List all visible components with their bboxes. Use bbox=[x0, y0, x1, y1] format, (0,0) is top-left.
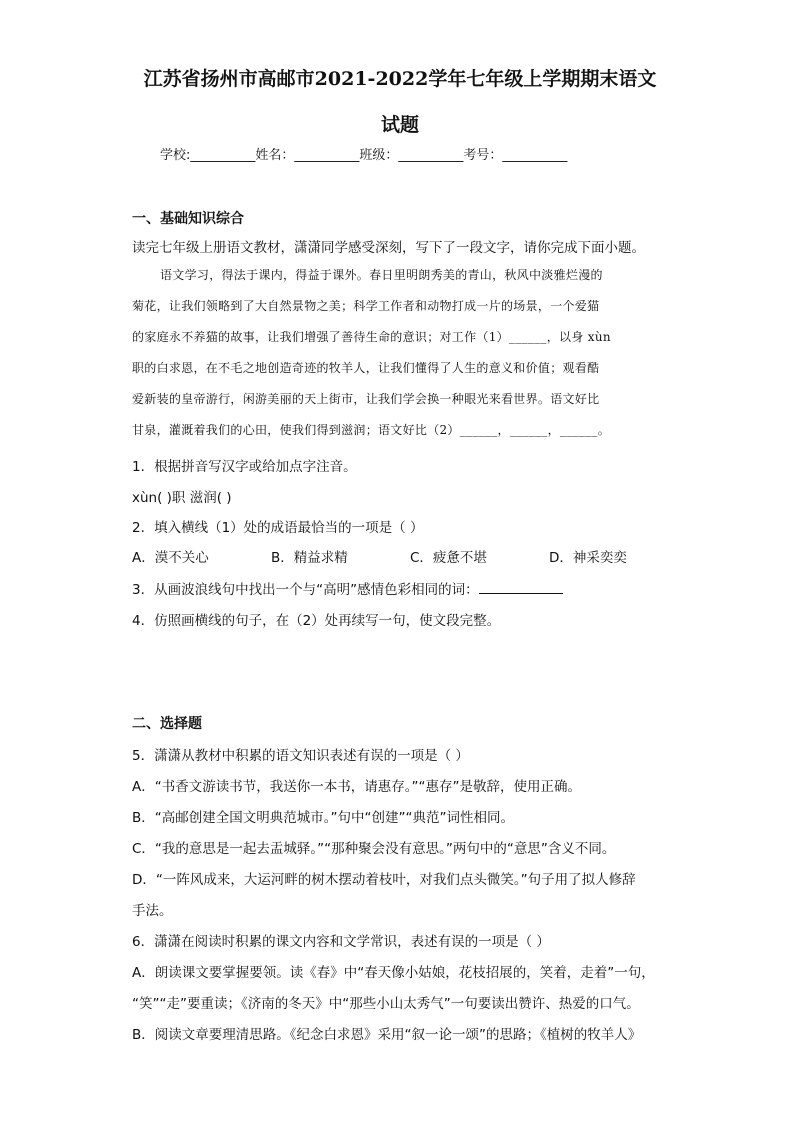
q5-option-b: B．“高邮创建全国文明典范城市。”句中“创建”“典范”词性相同。 bbox=[132, 810, 514, 826]
question-1: 1．根据拼音写汉字或给加点字注音。 bbox=[132, 459, 357, 475]
exam-title-line2: 试题 bbox=[380, 114, 419, 136]
passage-line-5: 爱新装的皇帝游行，闲游美丽的天上街市，让我们学会换一种眼光来看世界。语文好比 bbox=[132, 392, 600, 406]
q6-option-a-line1: A．朗读课文要掌握要领。读《春》中“春天像小姑娘，花枝招展的，笑着，走着”一句， bbox=[132, 965, 655, 981]
answer-blank bbox=[479, 581, 563, 594]
q2-option-d: D．神采奕奕 bbox=[549, 550, 627, 566]
question-2-options bbox=[132, 546, 688, 566]
question-1-sub: xùn( )职 滋润( ) bbox=[132, 490, 232, 506]
section1-intro: 读完七年级上册语文教材，潇潇同学感受深刻，写下了一段文字，请你完成下面小题。 bbox=[132, 240, 645, 256]
passage-line-6: 甘泉，灌溉着我们的心田，使我们得到滋润；语文好比（2）______，______，______。 bbox=[132, 423, 611, 437]
q2-option-c: C．疲惫不堪 bbox=[410, 550, 487, 566]
q5-option-a: A．“书香文游读书节，我送你一本书，请惠存。”“惠存”是敬辞，使用正确。 bbox=[132, 779, 581, 795]
question-5: 5．潇潇从教材中积累的语文知识表述有误的一项是（ ） bbox=[132, 748, 469, 764]
q2-option-a: A．漠不关心 bbox=[132, 550, 209, 566]
q2-option-b: B．精益求精 bbox=[271, 550, 348, 566]
q6-option-b-line1: B．阅读文章要理清思路。《纪念白求恩》采用“叙一论一颂”的思路；《植树的牧羊人》 bbox=[132, 1027, 642, 1043]
q5-option-c: C．“我的意思是一起去盂城驿。”“那种聚会没有意思。”两句中的“意思”含义不同。 bbox=[132, 841, 616, 857]
q5-option-d-line2: 手法。 bbox=[132, 903, 173, 919]
passage-line-1: 语文学习，得法于课内，得益于课外。春日里明朗秀美的青山，秋风中淡雅烂漫的 bbox=[160, 268, 603, 282]
question-2: 2．填入横线（1）处的成语最恰当的一项是（ ） bbox=[132, 520, 424, 536]
passage-line-4: 职的白求恩，在不毛之地创造奇迹的牧羊人，让我们懂得了人生的意义和价值；观看酷 bbox=[132, 361, 600, 375]
passage-line-2: 菊花，让我们领略到了大自然景物之美；科学工作者和动物打成一片的场景，一个爱猫 bbox=[132, 299, 600, 313]
question-3 bbox=[132, 578, 563, 598]
exam-title-line1: 江苏省扬州市高邮市2021-2022学年七年级上学期期末语文 bbox=[143, 68, 657, 90]
question-4: 4．仿照画横线的句子，在（2）处再续写一句，使文段完整。 bbox=[132, 613, 501, 629]
q6-option-a-line2: “笑”“走”要重读；《济南的冬天》中“那些小山太秀气”一句要读出赞许、热爱的口气。 bbox=[132, 996, 640, 1012]
passage-line-3: 的家庭永不养猫的故事，让我们增强了善待生命的意识；对工作（1）______，以身 xùn bbox=[132, 330, 611, 344]
section2-heading: 二、选择题 bbox=[132, 716, 202, 732]
q5-option-d-line1: D．“一阵风成来，大运河畔的树木摆动着枝叶，对我们点头微笑。”句子用了拟人修辞 bbox=[132, 872, 636, 888]
section1-heading: 一、基础知识综合 bbox=[132, 211, 244, 227]
question-6: 6．潇潇在阅读时积累的课文内容和文学常识，表述有误的一项是（ ） bbox=[132, 934, 550, 950]
question-3-text: 3．从画波浪线句中找出一个与“高明”感情色彩相同的词： bbox=[132, 582, 479, 598]
student-info-line: 学校:__________姓名：__________班级：__________考号：__________ bbox=[160, 148, 568, 163]
